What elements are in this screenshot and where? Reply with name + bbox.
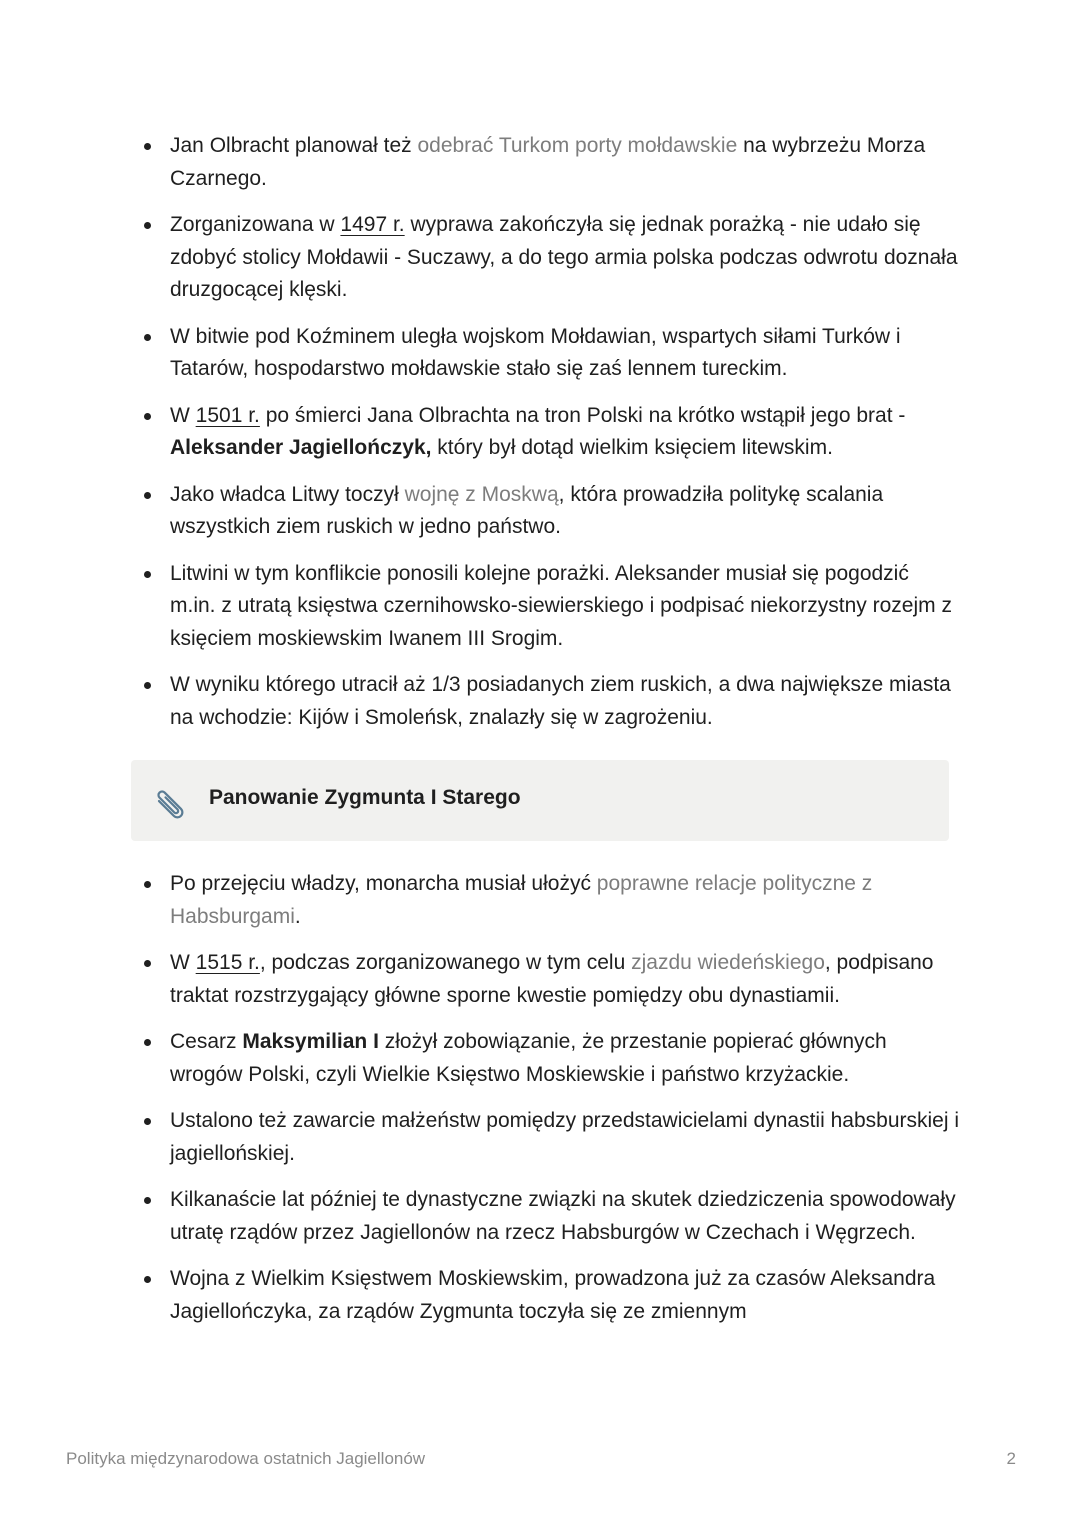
highlighted-phrase: poprawne relacje polityczne z Habsburgami [170,872,873,928]
text: wyprawa zakończyła się jednak porażką - nie udało się zdobyć stolicy Mołdawii - Suczawy, a do tego armia polska podczas odwrotu doznała druzgocącej klęski. [170,213,958,301]
list-item [0,479,1080,544]
text: Litwini w tym konflikcie ponosili kolejne porażki. Aleksander musiał się pogodzić m.in. z utratą księstwa czernihowsko-siewierskiego i podpisać niekorzystny rozejm z księciem moskiewskim Iwanem III Srogim. [170,561,952,650]
section-callout [131,760,949,841]
text: złożył zobowiązanie, że przestanie popierać głównych wrogów Polski, czyli Wielkie Księstwo Moskiewskie i państwo krzyżackie. [170,1030,887,1086]
highlighted-phrase: wojnę z Moskwą [404,482,559,506]
text: W [170,403,196,427]
list-item [0,1026,1080,1091]
text: po śmierci Jana Olbrachta na tron Polski na krótko wstąpił jego brat - [259,403,906,427]
text: Cesarz [170,1030,243,1053]
text: Po przejęciu władzy, monarcha musiał ułożyć [170,872,597,895]
text: Jako władca Litwy toczył [170,482,405,506]
list-item [0,1105,1080,1170]
text: Wojna z Wielkim Księstwem Moskiewskim, prowadzona już za czasów Aleksandra Jagiellończyka, za rządów Zygmunta toczyła się ze zmiennym [170,1267,936,1323]
bold-name: Aleksander Jagiellończyk, [170,436,432,459]
footer-title: Polityka międzynarodowa ostatnich Jagiellonów [66,1449,426,1468]
date: 1501 r. [195,403,260,427]
text: W wyniku którego utracił aż 1/3 posiadanych ziem ruskich, a dwa największe miasta na wchodzie: Kijów i Smoleńsk, znalazły się w zagrożeniu. [170,673,951,729]
text: , podczas zorganizowanego w tym celu [259,951,632,974]
list-item [0,669,1080,734]
text: Kilkanaście lat później te dynastyczne związki na skutek dziedziczenia spowodowały utratę rządów przez Jagiellonów na rzecz Habsburgów w Czechach i Węgrzech. [170,1188,956,1244]
callout-title: Panowanie Zygmunta I Starego [209,786,521,809]
text: . [294,904,301,928]
highlighted-phrase: zjazdu wiedeńskiego [631,951,825,974]
page-number: 2 [1006,1449,1016,1468]
list-item [0,558,1080,656]
bullet-list-section-1 [0,130,1080,748]
date: 1515 r. [195,951,260,974]
date: 1497 r. [340,213,405,236]
text: Zorganizowana w [170,213,341,236]
paperclip-icon [149,784,193,828]
text: , podpisano traktat rozstrzygający główne sporne kwestie pomiędzy obu dynastiamii. [170,951,934,1007]
text: Jan Olbracht planował też [170,134,418,157]
list-item [0,130,1080,195]
list-item [0,1263,1080,1328]
bold-name: Maksymilian I [242,1030,379,1053]
highlighted-phrase: odebrać Turkom porty mołdawskie [417,134,738,157]
text: Ustalono też zawarcie małżeństw pomiędzy przedstawicielami dynastii habsburskiej i jagiellońskiej. [170,1109,959,1165]
list-item [0,400,1080,465]
list-item [0,321,1080,386]
list-item [0,868,1080,933]
text: W [170,951,196,974]
text: który był dotąd wielkim księciem litewskim. [431,436,833,459]
text: W bitwie pod Koźminem uległa wojskom Mołdawian, wspartych siłami Turków i Tatarów, hospodarstwo mołdawskie stało się zaś lennem tureckim. [170,324,901,380]
list-item [0,209,1080,307]
text: na wybrzeżu Morza Czarnego. [170,134,926,190]
list-item [0,947,1080,1012]
bullet-list-section-2 [0,868,1080,1342]
list-item [0,1184,1080,1249]
text: , która prowadziła politykę scalania wszystkich ziem ruskich w jedno państwo. [170,482,884,538]
